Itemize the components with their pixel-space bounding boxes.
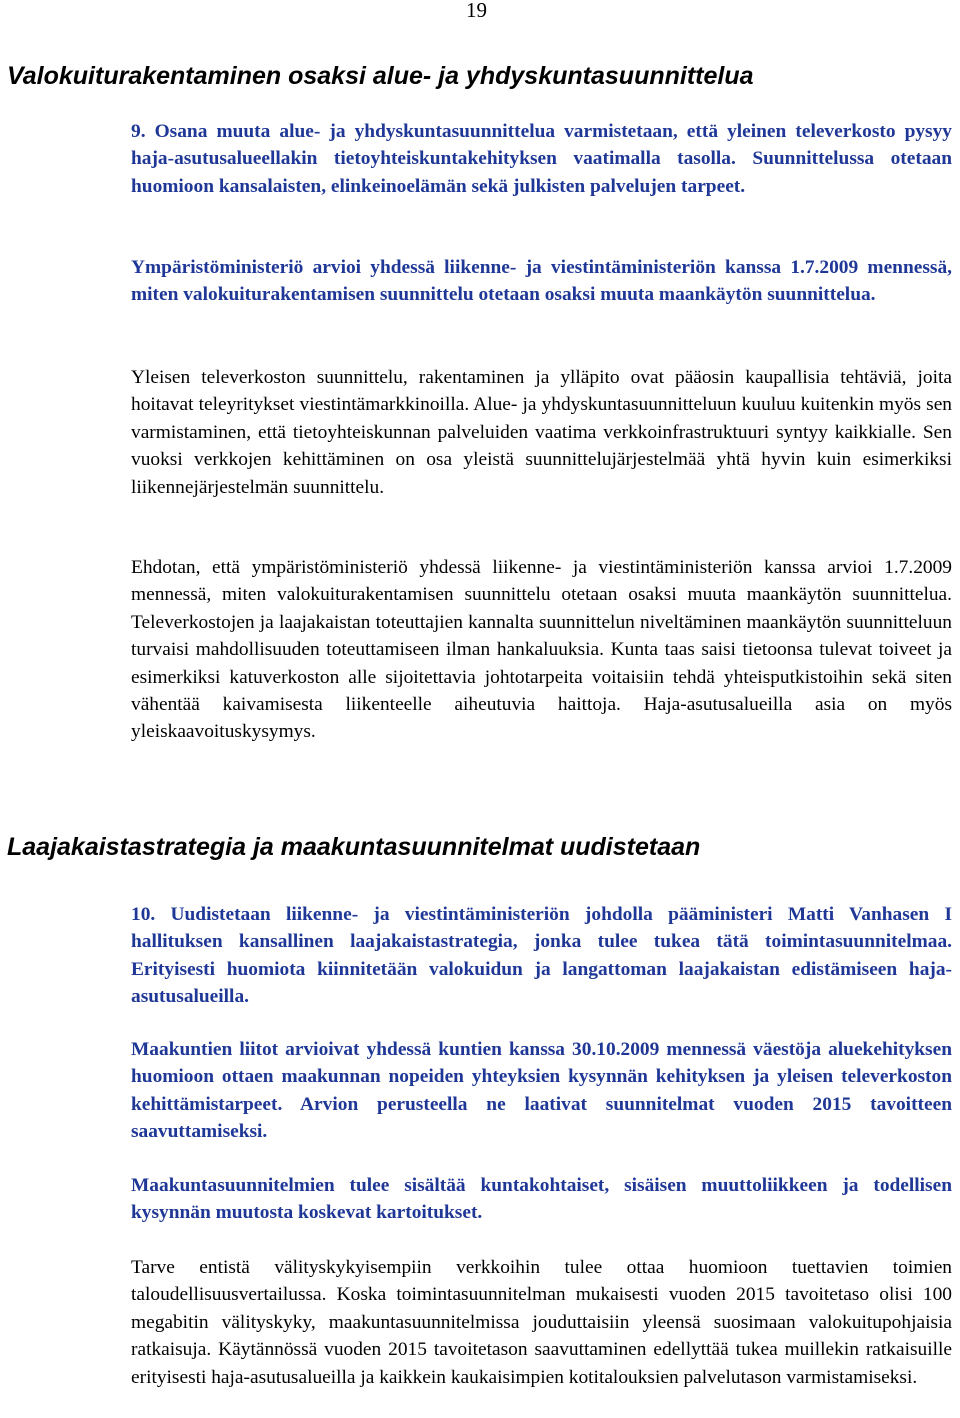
proposal-9-deadline-paragraph: Ympäristöministeriö arvioi yhdessä liikenne- ja viestintäministeriön kanssa 1.7.2009 mennessä, miten valokuiturakentamisen suunnittelu otetaan osaksi muuta maankäytön suunnittelua. (131, 257, 952, 306)
proposal-9-paragraph: 9. Osana muuta alue- ja yhdyskuntasuunnittelua varmistetaan, että yleinen televerkosto pysyy haja-asutusalueellakin tietoyhteiskuntakehityksen vaatimalla tasolla. Suunnittelussa otetaan huomioon kansalaisten, elinkeinoelämän sekä julkisten palvelujen tarpeet. (131, 121, 952, 197)
page-number: 19 (466, 0, 487, 22)
section-heading-laajakaistastrategia: Laajakaistastrategia ja maakuntasuunnitelmat uudistetaan (7, 833, 701, 861)
section-heading-valokuiturakentaminen: Valokuiturakentaminen osaksi alue- ja yhdyskuntasuunnittelua (7, 62, 754, 90)
body-paragraph: Yleisen televerkoston suunnittelu, rakentaminen ja ylläpito ovat pääosin kaupallisia tehtäviä, joita hoitavat teleyritykset viestintämarkkinoilla. Alue- ja yhdyskuntasuunnitteluun kuuluu kuitenkin myös sen varmistaminen, että tietoyhteiskunnan palveluiden vaatima verkkoinfrastruktuuri syntyy kaikkialle. Sen vuoksi verkkojen kehittäminen on osa yleistä suunnittelujärjestelmää yhtä hyvin kuin esimerkiksi liikennejärjestelmän suunnittelu. (131, 367, 952, 498)
proposal-10-paragraph: 10. Uudistetaan liikenne- ja viestintäministeriön johdolla pääministeri Matti Vanhasen I hallituksen kansallinen laajakaistastrategia, jonka tulee tukea tätä toimintasuunnitelmaa. Erityisesti huomiota kiinnitetään valokuidun ja langattoman laajakaistan edistämiseen haja-asutusalueilla. (131, 904, 952, 1008)
proposal-10-regional-paragraph: Maakuntien liitot arvioivat yhdessä kuntien kanssa 30.10.2009 mennessä väestöja aluekehityksen huomioon ottaen maakunnan nopeiden yhteyksien kysynnän kehityksen ja yleisen televerkoston kehittämistarpeet. Arvion perusteella ne laativat suunnitelmat vuoden 2015 tavoitteen saavuttamiseksi. (131, 1039, 952, 1143)
body-paragraph: Ehdotan, että ympäristöministeriö yhdessä liikenne- ja viestintäministeriön kanssa arvioi 1.7.2009 mennessä, miten valokuiturakentamisen suunnittelu otetaan osaksi muuta maankäytön suunnittelua. Televerkostojen ja laajakaistan toteuttajien kannalta suunnittelun niveltäminen maankäytön suunnitteluun turvaisi mahdollisuuden toteuttamiseen ilman hankaluuksia. Kunta taas saisi tietoonsa tulevat toiveet ja esimerkiksi katuverkoston alle sijoitettavia johtotarpeita voitaisiin tehdä yhteisputkistoihin sekä siten vähentää kaivamisesta liikenteelle aiheutuvia haittoja. Haja-asutusalueilla asia on myös yleiskaavoituskysymys. (131, 557, 952, 743)
body-paragraph: Tarve entistä välityskykyisempiin verkkoihin tulee ottaa huomioon tuettavien toimien taloudellisuusvertailussa. Koska toimintasuunnitelman mukaisesti vuoden 2015 tavoitetaso olisi 100 megabitin välityskyky, maakuntasuunnitelmissa jouduttaisiin yleensä suosimaan valokuitupohjaisia ratkaisuja. Käytännössä vuoden 2015 tavoitetason saavuttaminen edellyttää tukea muillekin ratkaisuille erityisesti haja-asutusalueilla ja kaikkein kaukaisimpien kotitalouksien palvelutason varmistamiseksi. (131, 1257, 952, 1388)
proposal-10-survey-paragraph: Maakuntasuunnitelmien tulee sisältää kuntakohtaiset, sisäisen muuttoliikkeen ja todellisen kysynnän muutosta koskevat kartoitukset. (131, 1175, 952, 1224)
